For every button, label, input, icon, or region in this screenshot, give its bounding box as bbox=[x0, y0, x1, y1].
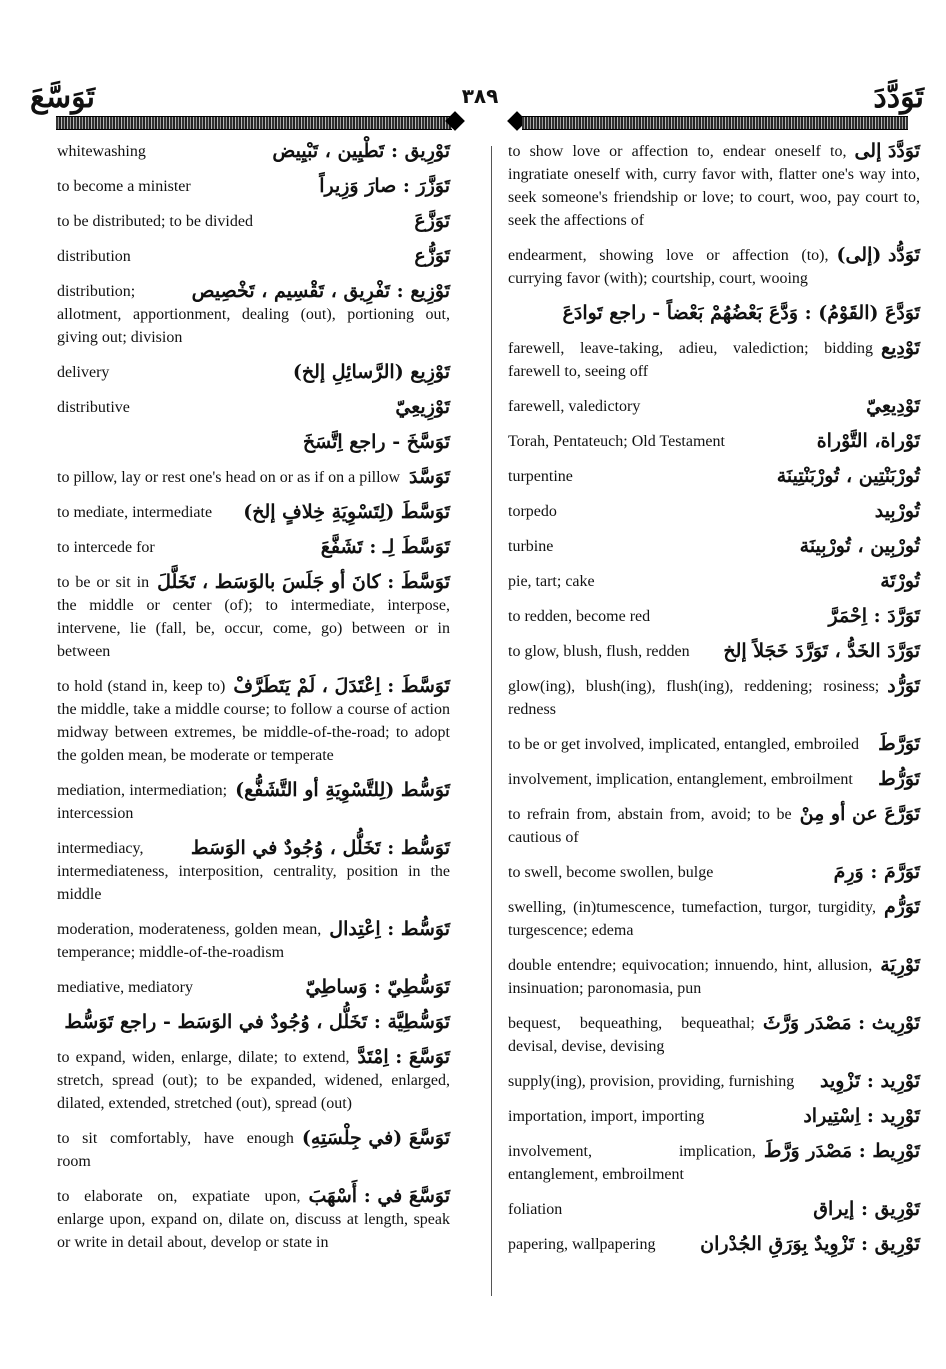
english-definition: to redden, become red bbox=[508, 608, 651, 625]
english-definition: moderation, moderateness, golden mean, temperance; middle-of-the-roadism bbox=[57, 921, 322, 961]
dictionary-entry bbox=[57, 175, 450, 198]
arabic-headword: تَوْدِيعِيّ bbox=[866, 395, 920, 417]
english-definition: to intercede for bbox=[57, 539, 155, 556]
english-definition: to sit comfortably, have enough room bbox=[57, 1130, 294, 1170]
dictionary-entry bbox=[57, 536, 450, 559]
english-definition: to glow, blush, flush, redden bbox=[508, 643, 690, 660]
english-definition: bequest, bequeathing, bequeathal; devisal, devise, devising bbox=[508, 1015, 755, 1055]
dictionary-entry bbox=[508, 500, 920, 523]
dictionary-entry bbox=[508, 1012, 920, 1058]
dictionary-entry bbox=[57, 466, 450, 489]
dictionary-entry bbox=[57, 396, 450, 419]
dictionary-entry bbox=[508, 337, 920, 383]
english-definition: to show love or affection to, endear oneself to, ingratiate oneself with, curry favor with, flatter one's way into, seek someone's friendship or love; to court, woo, pay court to, seek the affections of bbox=[508, 143, 920, 229]
arabic-headword: تَوَدُّد (إلى) bbox=[836, 244, 920, 266]
arabic-headword: تَوَسُّط : تَخَلُّل ، وُجُودٌ في الوَسَط bbox=[190, 837, 450, 859]
dictionary-entry bbox=[57, 140, 450, 163]
english-definition: mediative, mediatory bbox=[57, 979, 193, 996]
arabic-headword: تَوَرَّعَ عن أو مِنْ bbox=[799, 803, 920, 825]
page-header bbox=[0, 72, 946, 142]
left-column bbox=[57, 140, 450, 1266]
english-definition: swelling, (in)tumescence, tumefaction, turgor, turgidity, turgescence; edema bbox=[508, 899, 876, 939]
arabic-headword: تَوَزَّرَ : صارَ وَزِيراً bbox=[319, 175, 450, 197]
arabic-headword: تَوَرَّدَ الخَدُّ ، تَوَرَّدَ خَجَلاً إلخ bbox=[723, 640, 920, 662]
english-definition: intermediacy, intermediateness, interposition, centrality, position in the middle bbox=[57, 840, 450, 903]
arabic-headword: تَوْزِيع : تَفْرِيق ، تَقْسِيم ، تَخْصِيص bbox=[191, 280, 450, 302]
dictionary-entry bbox=[57, 1127, 450, 1173]
arabic-headword: تَوَسُّط (لِلتَّسْوِيَةِ أو التَّشَفُّع) bbox=[235, 779, 450, 801]
dictionary-entry bbox=[57, 675, 450, 767]
arabic-headword: تَوْزِيعِيّ bbox=[395, 396, 450, 418]
english-definition: foliation bbox=[508, 1201, 563, 1218]
cross-reference-entry: تَوَدَّعَ (القَوْمُ) : وَدَّعَ بَعْضُهُمْ بَعْضاً - راجع تَوادَعَ bbox=[562, 302, 920, 324]
arabic-headword: تَوْرِيَة bbox=[880, 954, 920, 976]
page-number: ٣٨٩ bbox=[461, 84, 499, 108]
english-definition: delivery bbox=[57, 364, 110, 381]
dictionary-entry bbox=[508, 605, 920, 628]
ornamental-rule-right bbox=[522, 116, 908, 130]
english-definition: to hold (stand in, keep to) the middle, take a middle course; to follow a course of action midway between extremes, be middle-of-the-road; to adopt the golden mean, be moderate or temperate bbox=[57, 678, 450, 764]
arabic-headword: تَوَسَّعَ (في جِلْسَتِهِ) bbox=[301, 1127, 450, 1149]
guide-word-right: تَوَدَّدَ bbox=[873, 80, 924, 115]
dictionary-entry bbox=[508, 465, 920, 488]
arabic-headword: تَوَسُّطِيّ : وَساطِيّ bbox=[305, 976, 450, 998]
arabic-headword: تَوَسَّعَ في : أَسْهَبَ bbox=[308, 1185, 450, 1207]
arabic-headword: تَوْزِيع (الرَّسائِلِ إلخ) bbox=[292, 361, 450, 383]
dictionary-entry bbox=[508, 675, 920, 721]
arabic-headword: تَوَسَّطَ : كانَ أو جَلَسَ بالوَسَط ، تَخَلَّلَ bbox=[157, 571, 450, 593]
arabic-headword: تُورْتَة bbox=[880, 570, 920, 592]
english-definition: farewell, leave-taking, adieu, valediction; bidding farewell to, seeing off bbox=[508, 340, 874, 380]
dictionary-entry bbox=[508, 1105, 920, 1128]
english-definition: to refrain from, abstain from, avoid; to be cautious of bbox=[508, 806, 792, 846]
dictionary-entry bbox=[508, 1070, 920, 1093]
dictionary-entry bbox=[508, 954, 920, 1000]
arabic-headword: تَوْرِيد : اِسْتِيراد bbox=[803, 1105, 920, 1127]
arabic-headword: تَوَسَّطَ لِـ : تَشَفَّعَ bbox=[320, 536, 450, 558]
english-definition: to elaborate on, expatiate upon, enlarge upon, expand on, dilate on, discuss at length, speak or write in detail about, develop or state in bbox=[57, 1188, 450, 1251]
arabic-headword: تَوْرِيق : تَزْوِيدٌ بِوَرَقِ الجُدْران bbox=[700, 1233, 920, 1255]
arabic-headword: تَوْرِيث : مَصْدَر وَرَّثَ bbox=[762, 1012, 920, 1034]
arabic-headword: تَوْرِيط : مَصْدَر وَرَّطَ bbox=[763, 1140, 920, 1162]
english-definition: torpedo bbox=[508, 503, 557, 520]
arabic-headword: تَوْدِيع bbox=[881, 337, 920, 359]
english-definition: glow(ing), blush(ing), flush(ing), reddening; rosiness; redness bbox=[508, 678, 880, 718]
dictionary-entry bbox=[57, 837, 450, 906]
ornamental-rule-left bbox=[56, 116, 452, 130]
english-definition: to pillow, lay or rest one's head on or as if on a pillow bbox=[57, 469, 401, 486]
dictionary-entry bbox=[57, 571, 450, 663]
dictionary-entry bbox=[57, 1046, 450, 1115]
english-definition: Torah, Pentateuch; Old Testament bbox=[508, 433, 725, 450]
arabic-headword: تَوَرَّمَ : وَرِمَ bbox=[833, 861, 920, 883]
dictionary-entry bbox=[57, 210, 450, 233]
guide-word-left: تَوَسَّعَ bbox=[30, 80, 95, 115]
dictionary-entry bbox=[508, 803, 920, 849]
arabic-headword: تَوَسَّطَ : اِعْتَدَلَ ، لَمْ يَتَطَرَّفْ bbox=[233, 675, 450, 697]
cross-reference-entry: تَوَسُّطِيَّة : تَخَلُّل ، وُجُودٌ في الوَسَط - راجع تَوَسُّط bbox=[64, 1011, 450, 1033]
arabic-headword: تَوَدَّدَ إلى bbox=[854, 140, 920, 162]
dictionary-entry bbox=[508, 1233, 920, 1256]
arabic-headword: تَوَزَّعَ bbox=[414, 210, 450, 232]
english-definition: double entendre; equivocation; innuendo, hint, allusion, insinuation; paronomasia, pun bbox=[508, 957, 873, 997]
english-definition: mediation, intermediation; intercession bbox=[57, 782, 228, 822]
dictionary-entry bbox=[57, 280, 450, 349]
english-definition: to be or sit in the middle or center (of); to intermediate, interpose, intervene, lie (fall, be, occur, come, go) between or in between bbox=[57, 574, 450, 660]
dictionary-entry bbox=[508, 430, 920, 453]
arabic-headword: تَوْرِيق : إيراق bbox=[813, 1198, 920, 1220]
arabic-headword: تَوَرَّدَ : اِحْمَرَّ bbox=[828, 605, 920, 627]
arabic-headword: تَوَرُّم bbox=[883, 896, 920, 918]
english-definition: to become a minister bbox=[57, 178, 191, 195]
english-definition: endearment, showing love or affection (to), currying favor (with); courtship, court, wooing bbox=[508, 247, 829, 287]
arabic-headword: تُورْبَنْتِين ، تُورْبَنْتِينَة bbox=[776, 465, 920, 487]
arabic-headword: تَوَسَّطَ (لِتَسْوِيَةِ خِلافٍ إلخ) bbox=[243, 501, 450, 523]
dictionary-entry bbox=[57, 918, 450, 964]
english-definition: to be distributed; to be divided bbox=[57, 213, 253, 230]
arabic-headword: تَوَسُّط : اِعْتِدال bbox=[329, 918, 450, 940]
english-definition: farewell, valedictory bbox=[508, 398, 641, 415]
english-definition: importation, import, importing bbox=[508, 1108, 705, 1125]
dictionary-entry bbox=[508, 570, 920, 593]
arabic-headword: تَوَرُّط bbox=[878, 768, 920, 790]
dictionary-entry bbox=[57, 779, 450, 825]
arabic-headword: تَوَسَّعَ : اِمْتَدَّ bbox=[357, 1046, 450, 1068]
dictionary-entry bbox=[508, 244, 920, 290]
dictionary-entry bbox=[508, 768, 920, 791]
english-definition: pie, tart; cake bbox=[508, 573, 595, 590]
english-definition: turpentine bbox=[508, 468, 573, 485]
english-definition: to be or get involved, implicated, entangled, embroiled bbox=[508, 736, 860, 753]
english-definition: distributive bbox=[57, 399, 130, 416]
arabic-headword: تُورْبِيد bbox=[874, 500, 920, 522]
english-definition: distribution; allotment, apportionment, dealing (out), portioning out, giving out; division bbox=[57, 283, 450, 346]
english-definition: distribution bbox=[57, 248, 131, 265]
english-definition: supply(ing), provision, providing, furnishing bbox=[508, 1073, 795, 1090]
dictionary-entry bbox=[57, 245, 450, 268]
dictionary-entry bbox=[508, 395, 920, 418]
english-definition: papering, wallpapering bbox=[508, 1236, 656, 1253]
arabic-headword: تَوَزُّع bbox=[414, 245, 450, 267]
cross-reference-entry: تَوَسَّخَ - راجع اِتَّسَخَ bbox=[302, 431, 450, 453]
dictionary-entry bbox=[508, 140, 920, 232]
dictionary-entry bbox=[508, 861, 920, 884]
english-definition: to expand, widen, enlarge, dilate; to extend, stretch, spread (out); to be expanded, widened, enlarged, dilated, extended, stretched (out), spread (out) bbox=[57, 1049, 450, 1112]
english-definition: whitewashing bbox=[57, 143, 146, 160]
english-definition: involvement, implication, entanglement, embroilment bbox=[508, 771, 853, 788]
dictionary-entry bbox=[57, 501, 450, 524]
dictionary-entry bbox=[508, 535, 920, 558]
arabic-headword: تَوْراة، التَّوْراة bbox=[816, 430, 920, 452]
english-definition: to swell, become swollen, bulge bbox=[508, 864, 714, 881]
arabic-headword: تَوَرُّد bbox=[887, 675, 920, 697]
dictionary-entry bbox=[57, 1185, 450, 1254]
english-definition: involvement, implication, entanglement, embroilment bbox=[508, 1143, 756, 1183]
arabic-headword: تَوْرِيق : تَطْيِين ، تَبْيِيض bbox=[272, 140, 450, 162]
dictionary-entry bbox=[57, 361, 450, 384]
dictionary-entry bbox=[508, 1140, 920, 1186]
english-definition: turbine bbox=[508, 538, 554, 555]
column-divider bbox=[491, 146, 492, 1296]
dictionary-entry bbox=[508, 896, 920, 942]
arabic-headword: تَوَسَّدَ bbox=[409, 466, 450, 488]
arabic-headword: تَوَرَّطَ bbox=[878, 733, 920, 755]
dictionary-entry bbox=[508, 640, 920, 663]
right-column bbox=[508, 140, 920, 1268]
english-definition: to mediate, intermediate bbox=[57, 504, 213, 521]
arabic-headword: تُورْبِين ، تُورْبِينَة bbox=[799, 535, 920, 557]
arabic-headword: تَوْرِيد : تَزْوِيد bbox=[820, 1070, 920, 1092]
dictionary-entry bbox=[508, 1198, 920, 1221]
dictionary-entry bbox=[57, 976, 450, 999]
dictionary-entry bbox=[508, 733, 920, 756]
